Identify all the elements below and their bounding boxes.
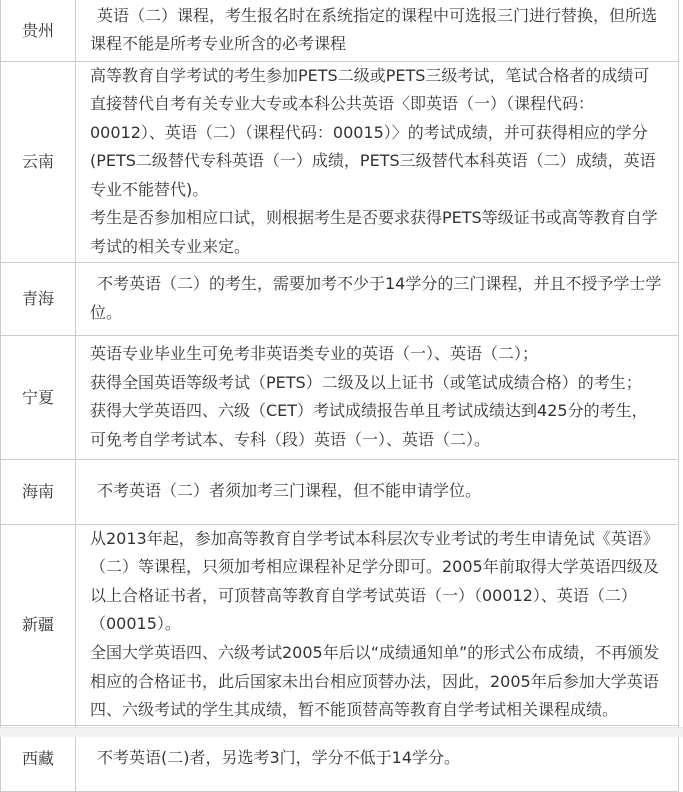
province-cell: 贵州	[1, 0, 76, 61]
requirement-paragraph: 英语专业毕业生可免考非英语类专业的英语（一）、英语（二）；	[90, 343, 539, 363]
requirement-cell	[76, 335, 679, 459]
table-row	[1, 262, 679, 335]
province-cell: 青海	[1, 262, 76, 335]
table-body	[1, 0, 679, 791]
province-cell: 新疆	[1, 524, 76, 725]
requirement-paragraph: 考生是否参加相应口试，则根据考生是否要求获得PETS等级证书或高等教育自学考试的相关专业来定。	[90, 208, 658, 257]
page-bottom-strip	[0, 727, 683, 737]
requirement-paragraph: 不考英语(二)者，另选考3门，学分不低于14学分。	[97, 748, 461, 768]
requirement-cell	[76, 262, 679, 335]
table-row	[1, 524, 679, 725]
requirement-paragraph: 不考英语（二）者须加考三门课程，但不能申请学位。	[97, 481, 482, 501]
table-row	[1, 459, 679, 524]
table-row	[1, 335, 679, 459]
requirement-paragraph: 全国大学英语四、六级考试2005年后以“成绩通知单”的形式公布成绩，不再颁发相应的合格证书，此后国家未出台相应顶替办法，因此，2005年后参加大学英语四、六级考试的学生其成绩，暂不能顶替高等教育自学考试相关课程成绩。	[90, 643, 660, 720]
province-cell: 云南	[1, 61, 76, 262]
province-cell: 西藏	[1, 725, 76, 791]
requirement-cell	[76, 459, 679, 524]
province-cell: 宁夏	[1, 335, 76, 459]
requirement-cell	[76, 524, 679, 725]
requirement-paragraph: 高等教育自学考试的考生参加PETS二级或PETS三级考试，笔试合格者的成绩可直接替代自考有关专业大专或本科公共英语〈即英语（一）（课程代码：00012）、英语（二）（课程代码：00015）〉的考试成绩，并可获得相应的学分(PETS二级替代专科英语（一）成绩，PETS三级替代本科英语（二）成绩，英语专业不能替代)。	[90, 65, 656, 199]
requirement-paragraph: 从2013年起，参加高等教育自学考试本科层次专业考试的考生申请免试《英语》（二）等课程，只须加考相应课程补足学分即可。2005年前取得大学英语四级及以上合格证书者，可顶替高等教育自学考试英语（一）（00012）、英语（二）（00015）。	[90, 528, 659, 634]
province-cell: 海南	[1, 459, 76, 524]
requirement-paragraph: 获得大学英语四、六级（CET）考试成绩报告单且考试成绩达到425分的考生，可免考自学考试本、专科（段）英语（一）、英语（二）。	[90, 401, 648, 449]
requirement-paragraph: 不考英语（二）的考生，需要加考不少于14学分的三门课程，并且不授予学士学位。	[90, 274, 662, 322]
table-row	[1, 0, 679, 61]
requirement-cell	[76, 0, 679, 61]
table-row	[1, 61, 679, 262]
requirement-paragraph: 获得全国英语等级考试（PETS）二级及以上证书（或笔试成绩合格）的考生；	[90, 372, 642, 392]
requirement-paragraph: 英语（二）课程，考生报名时在系统指定的课程中可选报三门进行替换，但所选课程不能是所考专业所含的必考课程	[90, 5, 658, 54]
requirement-cell	[76, 61, 679, 262]
